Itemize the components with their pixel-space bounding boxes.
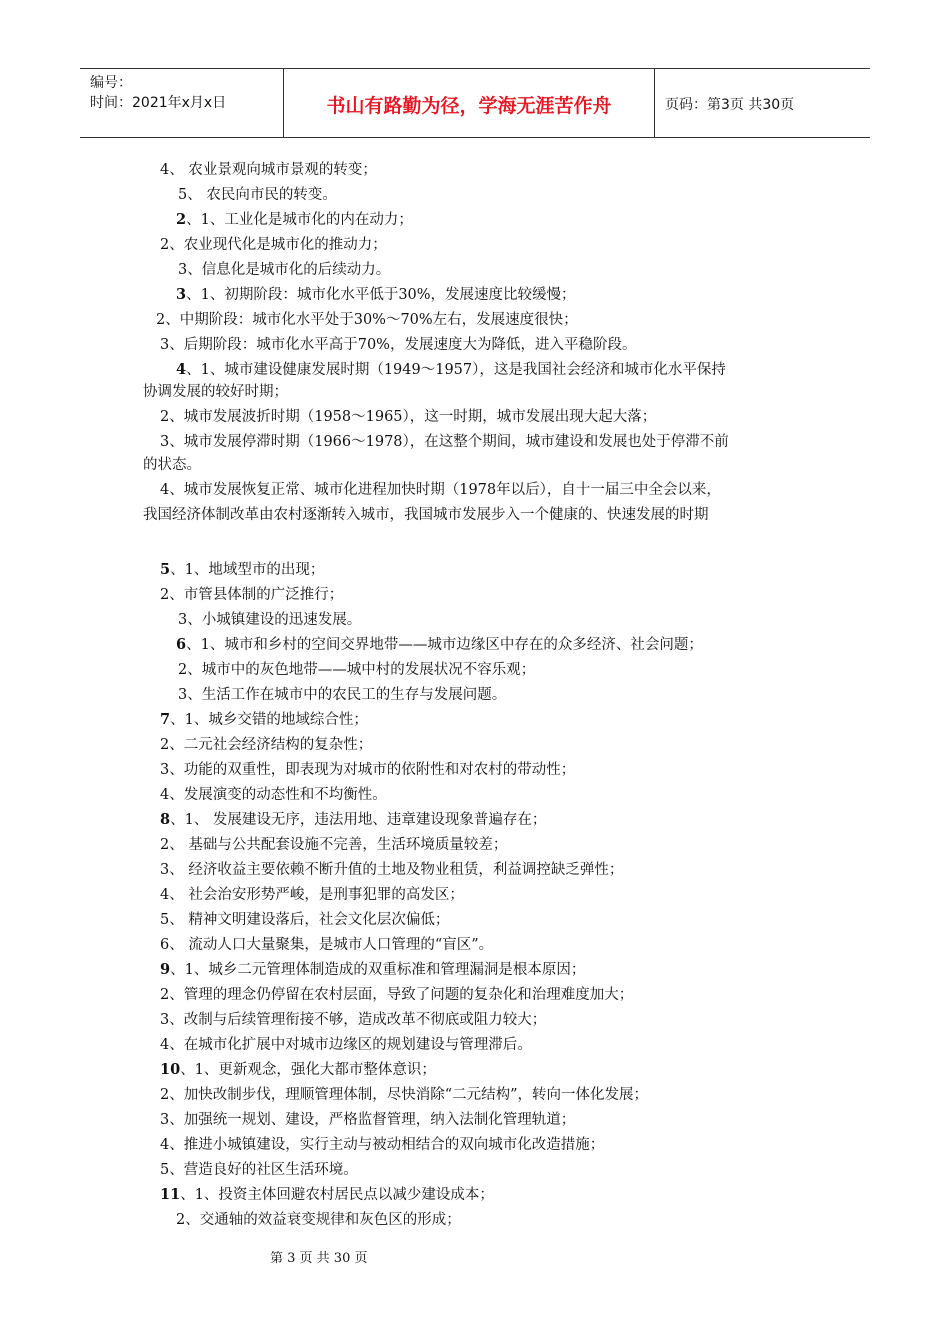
text-line bbox=[160, 560, 324, 580]
text-line bbox=[160, 935, 493, 955]
line-text: 协调发展的较好时期； bbox=[143, 384, 288, 400]
motto: 书山有路勤为径，学海无涯苦作舟 bbox=[326, 95, 612, 117]
text-line bbox=[160, 160, 377, 180]
line-text: 、1、城市和乡村的空间交界地带——城市边缘区中存在的众多经济、社会问题； bbox=[186, 637, 703, 653]
line-text: 2、交通轴的效益衰变规律和灰色区的形成； bbox=[176, 1212, 461, 1228]
line-text: 5、营造良好的社区生活环境。 bbox=[160, 1162, 358, 1178]
text-line bbox=[160, 860, 623, 880]
text-line bbox=[160, 480, 721, 500]
text-line bbox=[178, 685, 506, 705]
line-text: 、1、 发展建设无序，违法用地、违章建设现象普遍存在； bbox=[170, 812, 547, 828]
header-left-cell bbox=[80, 69, 284, 137]
line-text: 3、改制与后续管理衔接不够，造成改革不彻底或阻力较大； bbox=[160, 1012, 547, 1028]
line-text: 3、生活工作在城市中的农民工的生存与发展问题。 bbox=[178, 687, 507, 703]
line-text: 4、推进小城镇建设，实行主动与被动相结合的双向城市化改造措施； bbox=[160, 1137, 605, 1153]
line-text: 3、功能的双重性，即表现为对城市的依附性和对农村的带动性； bbox=[160, 762, 576, 778]
text-line bbox=[160, 432, 729, 452]
text-line bbox=[143, 382, 288, 402]
line-text: 、1、城市建设健康发展时期（1949～1957），这是我国社会经济和城市化水平保持 bbox=[186, 362, 726, 378]
text-line bbox=[176, 210, 413, 230]
text-line bbox=[176, 1210, 461, 1230]
text-line bbox=[176, 285, 576, 305]
text-line bbox=[160, 785, 387, 805]
line-text: 2、加快改制步伐，理顺管理体制，尽快消除“二元结构”，转向一体化发展； bbox=[160, 1087, 649, 1103]
page-info: 页码：第3页 共30页 bbox=[665, 97, 795, 113]
line-text: 2、管理的理念仍停留在农村层面，导致了问题的复杂化和治理难度加大； bbox=[160, 987, 634, 1003]
item-number: 3 bbox=[176, 286, 187, 303]
header-page-cell bbox=[655, 69, 870, 137]
text-line bbox=[176, 360, 726, 380]
line-text: 2、中期阶段：城市化水平处于30%～70%左右，发展速度很快； bbox=[156, 312, 578, 328]
text-line bbox=[160, 810, 546, 830]
line-text: 、1、工业化是城市化的内在动力； bbox=[186, 212, 413, 228]
text-line bbox=[160, 235, 387, 255]
text-line bbox=[160, 760, 575, 780]
line-text: 5、 精神文明建设落后，社会文化层次偏低； bbox=[160, 912, 450, 928]
text-line bbox=[160, 910, 449, 930]
line-text: 2、农业现代化是城市化的推动力； bbox=[160, 237, 387, 253]
item-number: 9 bbox=[160, 961, 171, 978]
text-line bbox=[160, 1035, 532, 1055]
line-text: 6、 流动人口大量聚集，是城市人口管理的“盲区”。 bbox=[160, 937, 494, 953]
text-line bbox=[160, 960, 585, 980]
page-footer: 第 3 页 共 30 页 bbox=[270, 1251, 368, 1266]
text-line bbox=[160, 1160, 358, 1180]
text-line bbox=[160, 335, 636, 355]
line-text: 、1、城乡二元管理体制造成的双重标准和管理漏洞是根本原因； bbox=[170, 962, 586, 978]
text-line bbox=[156, 310, 578, 330]
text-line bbox=[160, 1185, 494, 1205]
line-text: 4、 农业景观向城市景观的转变； bbox=[160, 162, 377, 178]
text-line bbox=[160, 407, 656, 427]
line-text: 、1、投资主体回避农村居民点以减少建设成本； bbox=[180, 1187, 494, 1203]
text-line bbox=[178, 610, 361, 630]
item-number: 8 bbox=[160, 811, 171, 828]
text-line bbox=[160, 585, 343, 605]
text-line bbox=[143, 505, 709, 525]
text-line bbox=[160, 735, 372, 755]
text-line bbox=[160, 835, 507, 855]
line-text: 2、市管县体制的广泛推行； bbox=[160, 587, 344, 603]
serial-label: 编号： bbox=[90, 75, 132, 91]
page-header bbox=[80, 68, 870, 138]
text-line bbox=[176, 635, 703, 655]
line-text: 4、 社会治安形势严峻，是刑事犯罪的高发区； bbox=[160, 887, 464, 903]
item-number: 6 bbox=[176, 636, 187, 653]
line-text: 、1、城乡交错的地域综合性； bbox=[170, 712, 368, 728]
text-line bbox=[160, 1110, 575, 1130]
text-line bbox=[178, 260, 390, 280]
line-text: 2、城市发展波折时期（1958～1965），这一时期，城市发展出现大起大落； bbox=[160, 409, 657, 425]
line-text: 2、二元社会经济结构的复杂性； bbox=[160, 737, 373, 753]
line-text: 、1、初期阶段：城市化水平低于30%，发展速度比较缓慢； bbox=[186, 287, 576, 303]
line-text: 我国经济体制改革由农村逐渐转入城市，我国城市发展步入一个健康的、快速发展的时期 bbox=[143, 507, 709, 523]
text-line bbox=[160, 1060, 436, 1080]
date-label: 时间：2021年x月x日 bbox=[90, 95, 227, 111]
item-number: 2 bbox=[176, 211, 187, 228]
line-text: 3、 经济收益主要依赖不断升值的土地及物业租赁，利益调控缺乏弹性； bbox=[160, 862, 624, 878]
header-motto-cell bbox=[284, 69, 655, 137]
item-number: 11 bbox=[160, 1186, 181, 1203]
line-text: 3、信息化是城市化的后续动力。 bbox=[178, 262, 391, 278]
line-text: 3、城市发展停滞时期（1966～1978），在这整个期间，城市建设和发展也处于停滞不前 bbox=[160, 434, 729, 450]
line-text: 、1、地域型市的出现； bbox=[170, 562, 325, 578]
text-line bbox=[160, 710, 368, 730]
line-text: 4、城市发展恢复正常、城市化进程加快时期（1978年以后），自十一届三中全会以来， bbox=[160, 482, 721, 498]
text-line bbox=[178, 660, 535, 680]
item-number: 5 bbox=[160, 561, 171, 578]
line-text: 3、后期阶段：城市化水平高于70%，发展速度大为降低，进入平稳阶段。 bbox=[160, 337, 637, 353]
line-text: 4、发展演变的动态性和不均衡性。 bbox=[160, 787, 387, 803]
line-text: 5、 农民向市民的转变。 bbox=[178, 187, 337, 203]
line-text: 2、城市中的灰色地带——城中村的发展状况不容乐观； bbox=[178, 662, 536, 678]
text-line bbox=[160, 885, 464, 905]
text-line bbox=[160, 1135, 604, 1155]
line-text: 、1、更新观念，强化大都市整体意识； bbox=[180, 1062, 436, 1078]
line-text: 2、 基础与公共配套设施不完善，生活环境质量较差； bbox=[160, 837, 508, 853]
line-text: 4、在城市化扩展中对城市边缘区的规划建设与管理滞后。 bbox=[160, 1037, 532, 1053]
item-number: 10 bbox=[160, 1061, 181, 1078]
item-number: 7 bbox=[160, 711, 171, 728]
item-number: 4 bbox=[176, 361, 187, 378]
text-line bbox=[143, 455, 201, 475]
line-text: 的状态。 bbox=[143, 457, 201, 473]
text-line bbox=[160, 985, 633, 1005]
text-line bbox=[160, 1010, 546, 1030]
text-line bbox=[160, 1085, 648, 1105]
text-line bbox=[178, 185, 337, 205]
line-text: 3、加强统一规划、建设，严格监督管理，纳入法制化管理轨道； bbox=[160, 1112, 576, 1128]
line-text: 3、小城镇建设的迅速发展。 bbox=[178, 612, 362, 628]
